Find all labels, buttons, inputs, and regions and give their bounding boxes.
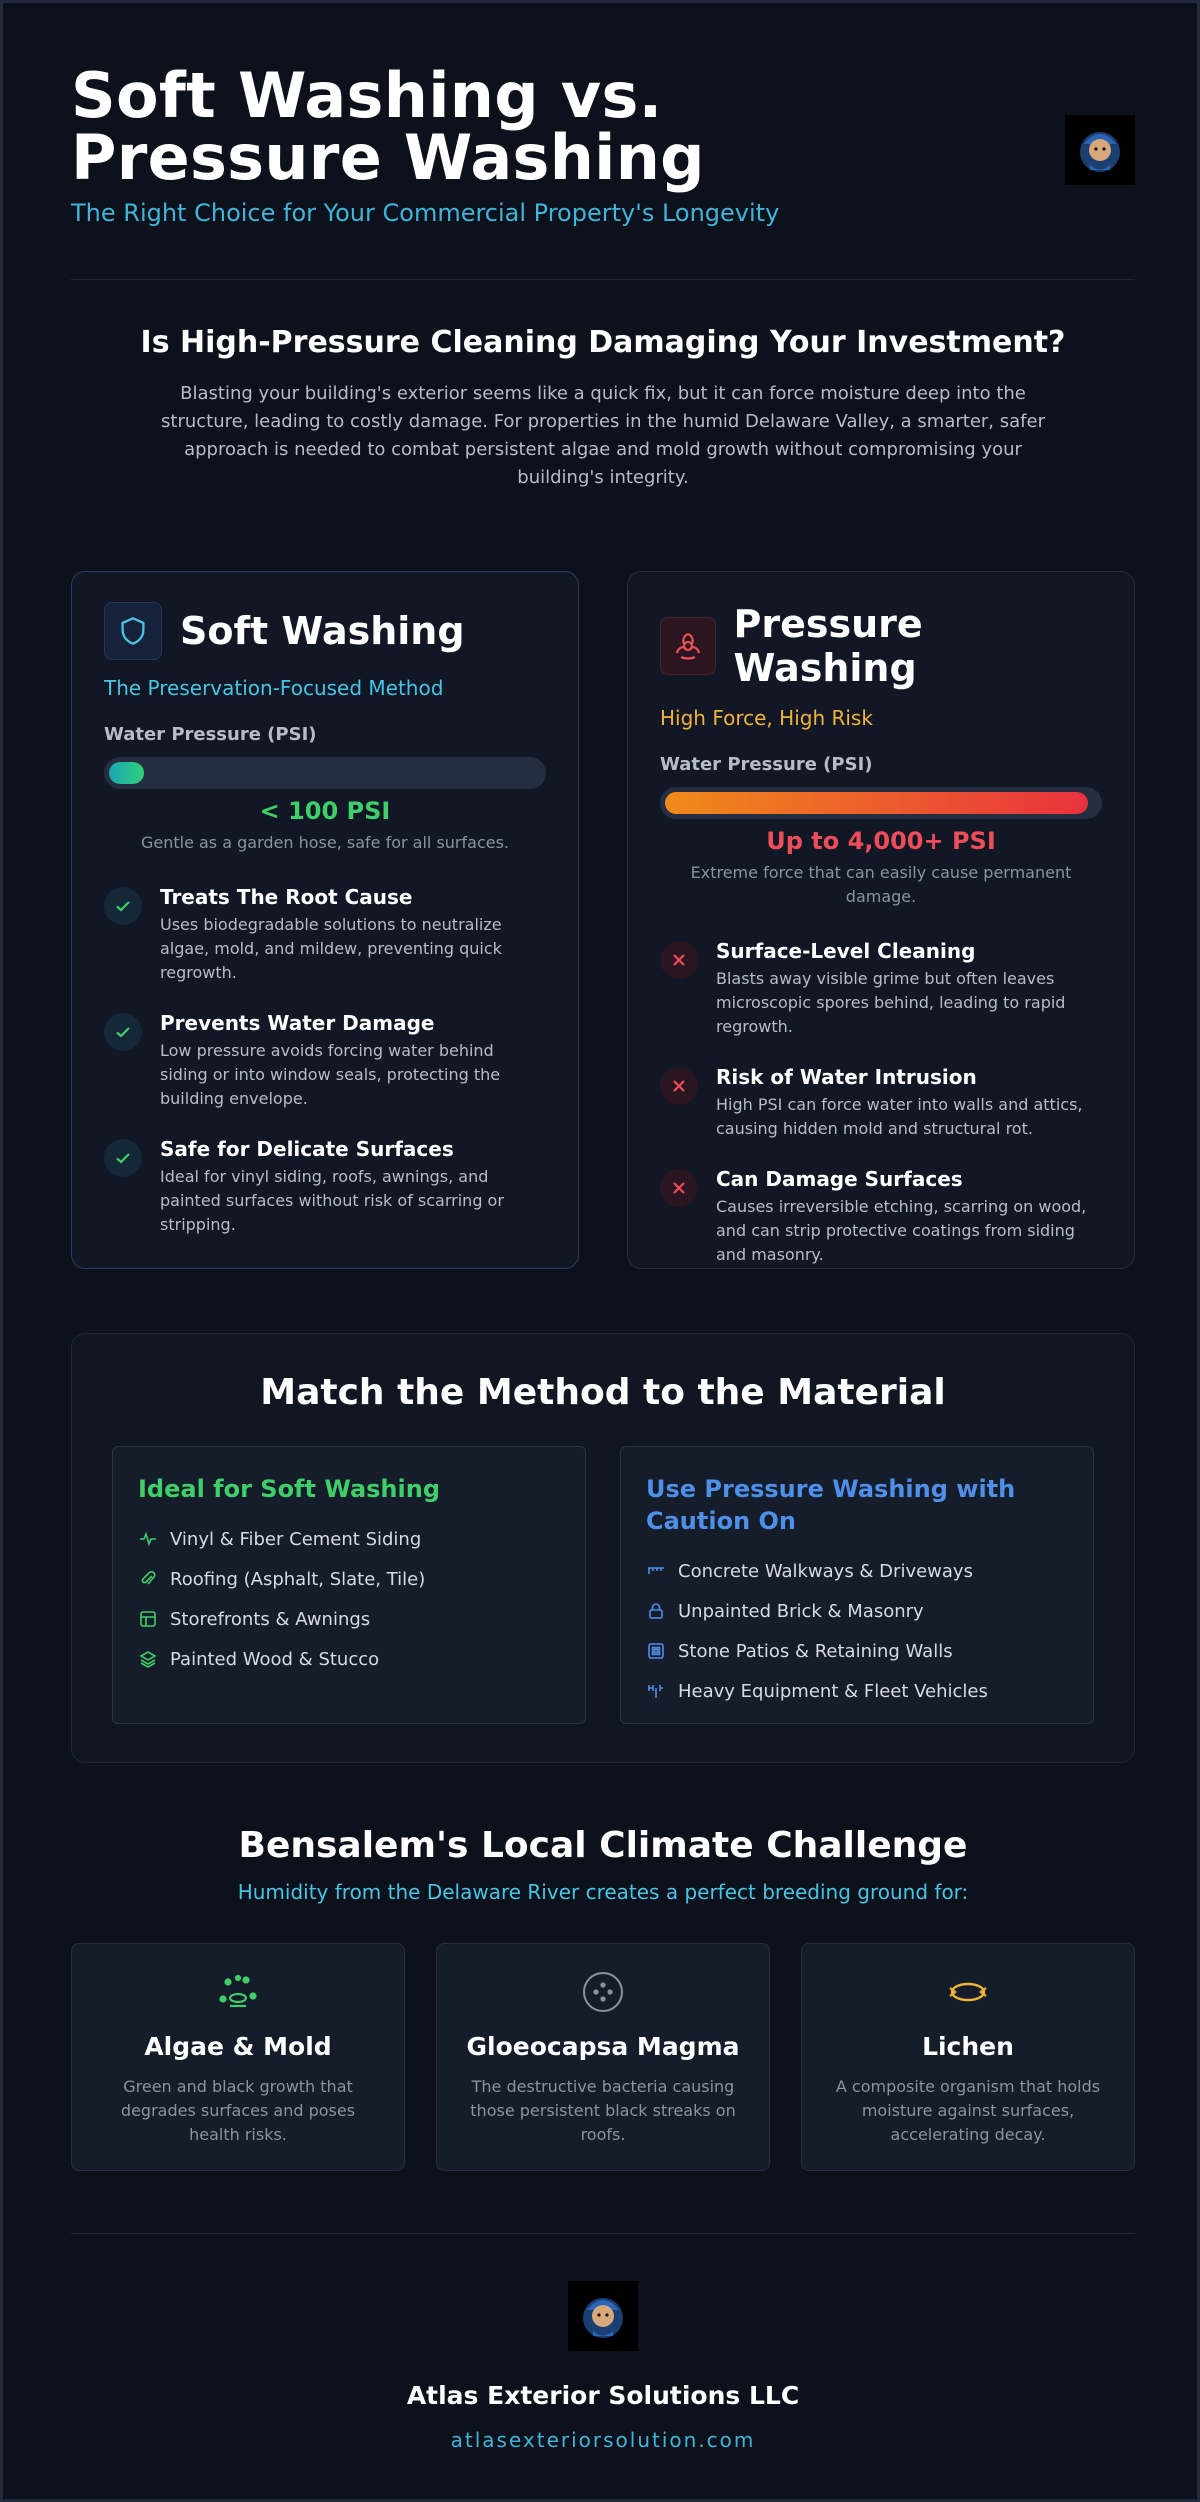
list-item (646, 1591, 1068, 1631)
intro-section (71, 325, 1135, 492)
list-item (104, 885, 546, 985)
ruler-icon (646, 1561, 666, 1581)
list-item (104, 1011, 546, 1111)
soft-materials-title: Ideal for Soft Washing (138, 1475, 441, 1503)
x-icon (660, 941, 698, 979)
list-item (660, 1167, 1102, 1267)
material-label: Roofing (Asphalt, Slate, Tile) (170, 1568, 426, 1590)
material-label: Concrete Walkways & Driveways (678, 1560, 973, 1582)
soft-psi-note: Gentle as a garden hose, safe for all surfaces. (140, 833, 510, 852)
pressure-psi-bar-fill (665, 792, 1088, 814)
lichen-icon (802, 1970, 1134, 2014)
soft-card-title: Soft Washing (180, 609, 465, 653)
footer-divider (71, 2233, 1135, 2234)
organism-title: Lichen (922, 2032, 1014, 2061)
organism-card (801, 1943, 1135, 2171)
paperclip-icon (138, 1569, 158, 1589)
shield-icon (104, 602, 162, 660)
lock-icon (646, 1601, 666, 1621)
climate-subtitle: Humidity from the Delaware River creates a perfect breeding ground for: (237, 1880, 969, 1904)
intro-body: Blasting your building's exterior seems like a quick fix, but it can force moisture deep into the structure, leading to costly damage. For properties in the humid Delaware Valley, a smarter, safer approach is needed to combat persistent algae and mold growth without compromising your building's integrity. (161, 383, 1045, 488)
pressure-card-title: Pressure Washing (733, 602, 923, 690)
footer-logo (568, 2281, 638, 2351)
company-name: Atlas Exterior Solutions LLC (406, 2381, 800, 2410)
company-logo (1065, 115, 1135, 185)
organism-title: Gloeocapsa Magma (466, 2032, 740, 2061)
benefit-desc: Ideal for vinyl siding, roofs, awnings, and painted surfaces without risk of scarring or stripping. (160, 1167, 504, 1234)
risk-title: Surface-Level Cleaning (716, 939, 976, 963)
page-subtitle: The Right Choice for Your Commercial Property's Longevity (71, 199, 780, 227)
pressure-psi-note: Extreme force that can easily cause permanent damage. (690, 863, 1072, 906)
material-label: Painted Wood & Stucco (170, 1648, 380, 1670)
benefit-title: Safe for Delicate Surfaces (160, 1137, 454, 1161)
company-website-link[interactable]: atlasexteriorsolution.com (450, 2428, 756, 2452)
material-label: Vinyl & Fiber Cement Siding (170, 1528, 422, 1550)
risk-desc: Causes irreversible etching, scarring on wood, and can strip protective coatings from siding and masonry. (716, 1197, 1087, 1264)
pressure-materials-title: Use Pressure Washing with Caution On (646, 1475, 1016, 1535)
pressure-card-subtitle: High Force, High Risk (660, 706, 873, 730)
spores-icon (72, 1970, 404, 2014)
organism-desc: The destructive bacteria causing those persistent black streaks on roofs. (470, 2077, 736, 2144)
x-icon (660, 1169, 698, 1207)
grid-icon (646, 1641, 666, 1661)
soft-psi-bar (104, 757, 546, 789)
risk-desc: Blasts away visible grime but often leaves microscopic spores behind, leading to rapid regrowth. (716, 969, 1066, 1036)
check-icon (104, 887, 142, 925)
header-divider (71, 279, 1135, 280)
list-item (646, 1671, 1068, 1711)
organism-desc: Green and black growth that degrades surfaces and poses health risks. (120, 2077, 356, 2144)
material-label: Heavy Equipment & Fleet Vehicles (678, 1680, 988, 1702)
pressure-risks-list (660, 939, 1102, 1267)
soft-benefits-list (104, 885, 546, 1237)
list-item (138, 1519, 560, 1559)
climate-section (71, 1825, 1135, 1904)
list-item (646, 1631, 1068, 1671)
soft-washing-card (71, 571, 579, 1269)
pressure-psi-label: Water Pressure (PSI) (660, 754, 873, 775)
soft-washing-materials (112, 1446, 586, 1724)
biohazard-icon (660, 617, 716, 675)
x-icon (660, 1067, 698, 1105)
list-item (104, 1137, 546, 1237)
list-item (138, 1639, 560, 1679)
truck-icon (646, 1681, 666, 1701)
list-item (646, 1551, 1068, 1591)
activity-icon (138, 1529, 158, 1549)
organism-title: Algae & Mold (144, 2032, 332, 2061)
bacteria-icon (437, 1970, 769, 2014)
list-item (660, 1065, 1102, 1141)
list-item (660, 939, 1102, 1039)
pressure-psi-value: Up to 4,000+ PSI (766, 827, 996, 855)
intro-heading: Is High-Pressure Cleaning Damaging Your Investment? (140, 325, 1066, 360)
organism-card (436, 1943, 770, 2171)
layout-icon (138, 1609, 158, 1629)
benefit-title: Treats The Root Cause (160, 885, 413, 909)
pressure-washing-materials (620, 1446, 1094, 1724)
material-label: Storefronts & Awnings (170, 1608, 371, 1630)
soft-psi-value: < 100 PSI (259, 797, 391, 825)
organism-desc: A composite organism that holds moisture against surfaces, accelerating decay. (835, 2077, 1101, 2144)
atlas-mascot-icon (573, 2286, 633, 2346)
material-label: Stone Patios & Retaining Walls (678, 1640, 953, 1662)
list-item (138, 1559, 560, 1599)
page-footer (71, 2281, 1135, 2452)
pressure-washing-card (627, 571, 1135, 1269)
benefit-desc: Low pressure avoids forcing water behind siding or into window seals, protecting the building envelope. (160, 1041, 501, 1108)
material-section (71, 1333, 1135, 1763)
benefit-title: Prevents Water Damage (160, 1011, 435, 1035)
organism-card (71, 1943, 405, 2171)
risk-title: Risk of Water Intrusion (716, 1065, 977, 1089)
risk-desc: High PSI can force water into walls and attics, causing hidden mold and structural rot. (716, 1095, 1083, 1138)
page-header (71, 59, 1135, 235)
layers-icon (138, 1649, 158, 1669)
soft-card-subtitle: The Preservation-Focused Method (104, 676, 444, 700)
page-title: Soft Washing vs. Pressure Washing (71, 59, 705, 194)
check-icon (104, 1013, 142, 1051)
material-heading: Match the Method to the Material (260, 1372, 946, 1413)
check-icon (104, 1139, 142, 1177)
soft-psi-bar-fill (109, 762, 144, 784)
atlas-mascot-icon (1070, 120, 1130, 180)
list-item (138, 1599, 560, 1639)
benefit-desc: Uses biodegradable solutions to neutralize algae, mold, and mildew, preventing quick regrowth. (160, 915, 502, 982)
risk-title: Can Damage Surfaces (716, 1167, 963, 1191)
pressure-psi-bar (660, 787, 1102, 819)
soft-psi-label: Water Pressure (PSI) (104, 724, 317, 745)
material-label: Unpainted Brick & Masonry (678, 1600, 924, 1622)
climate-heading: Bensalem's Local Climate Challenge (238, 1825, 968, 1866)
